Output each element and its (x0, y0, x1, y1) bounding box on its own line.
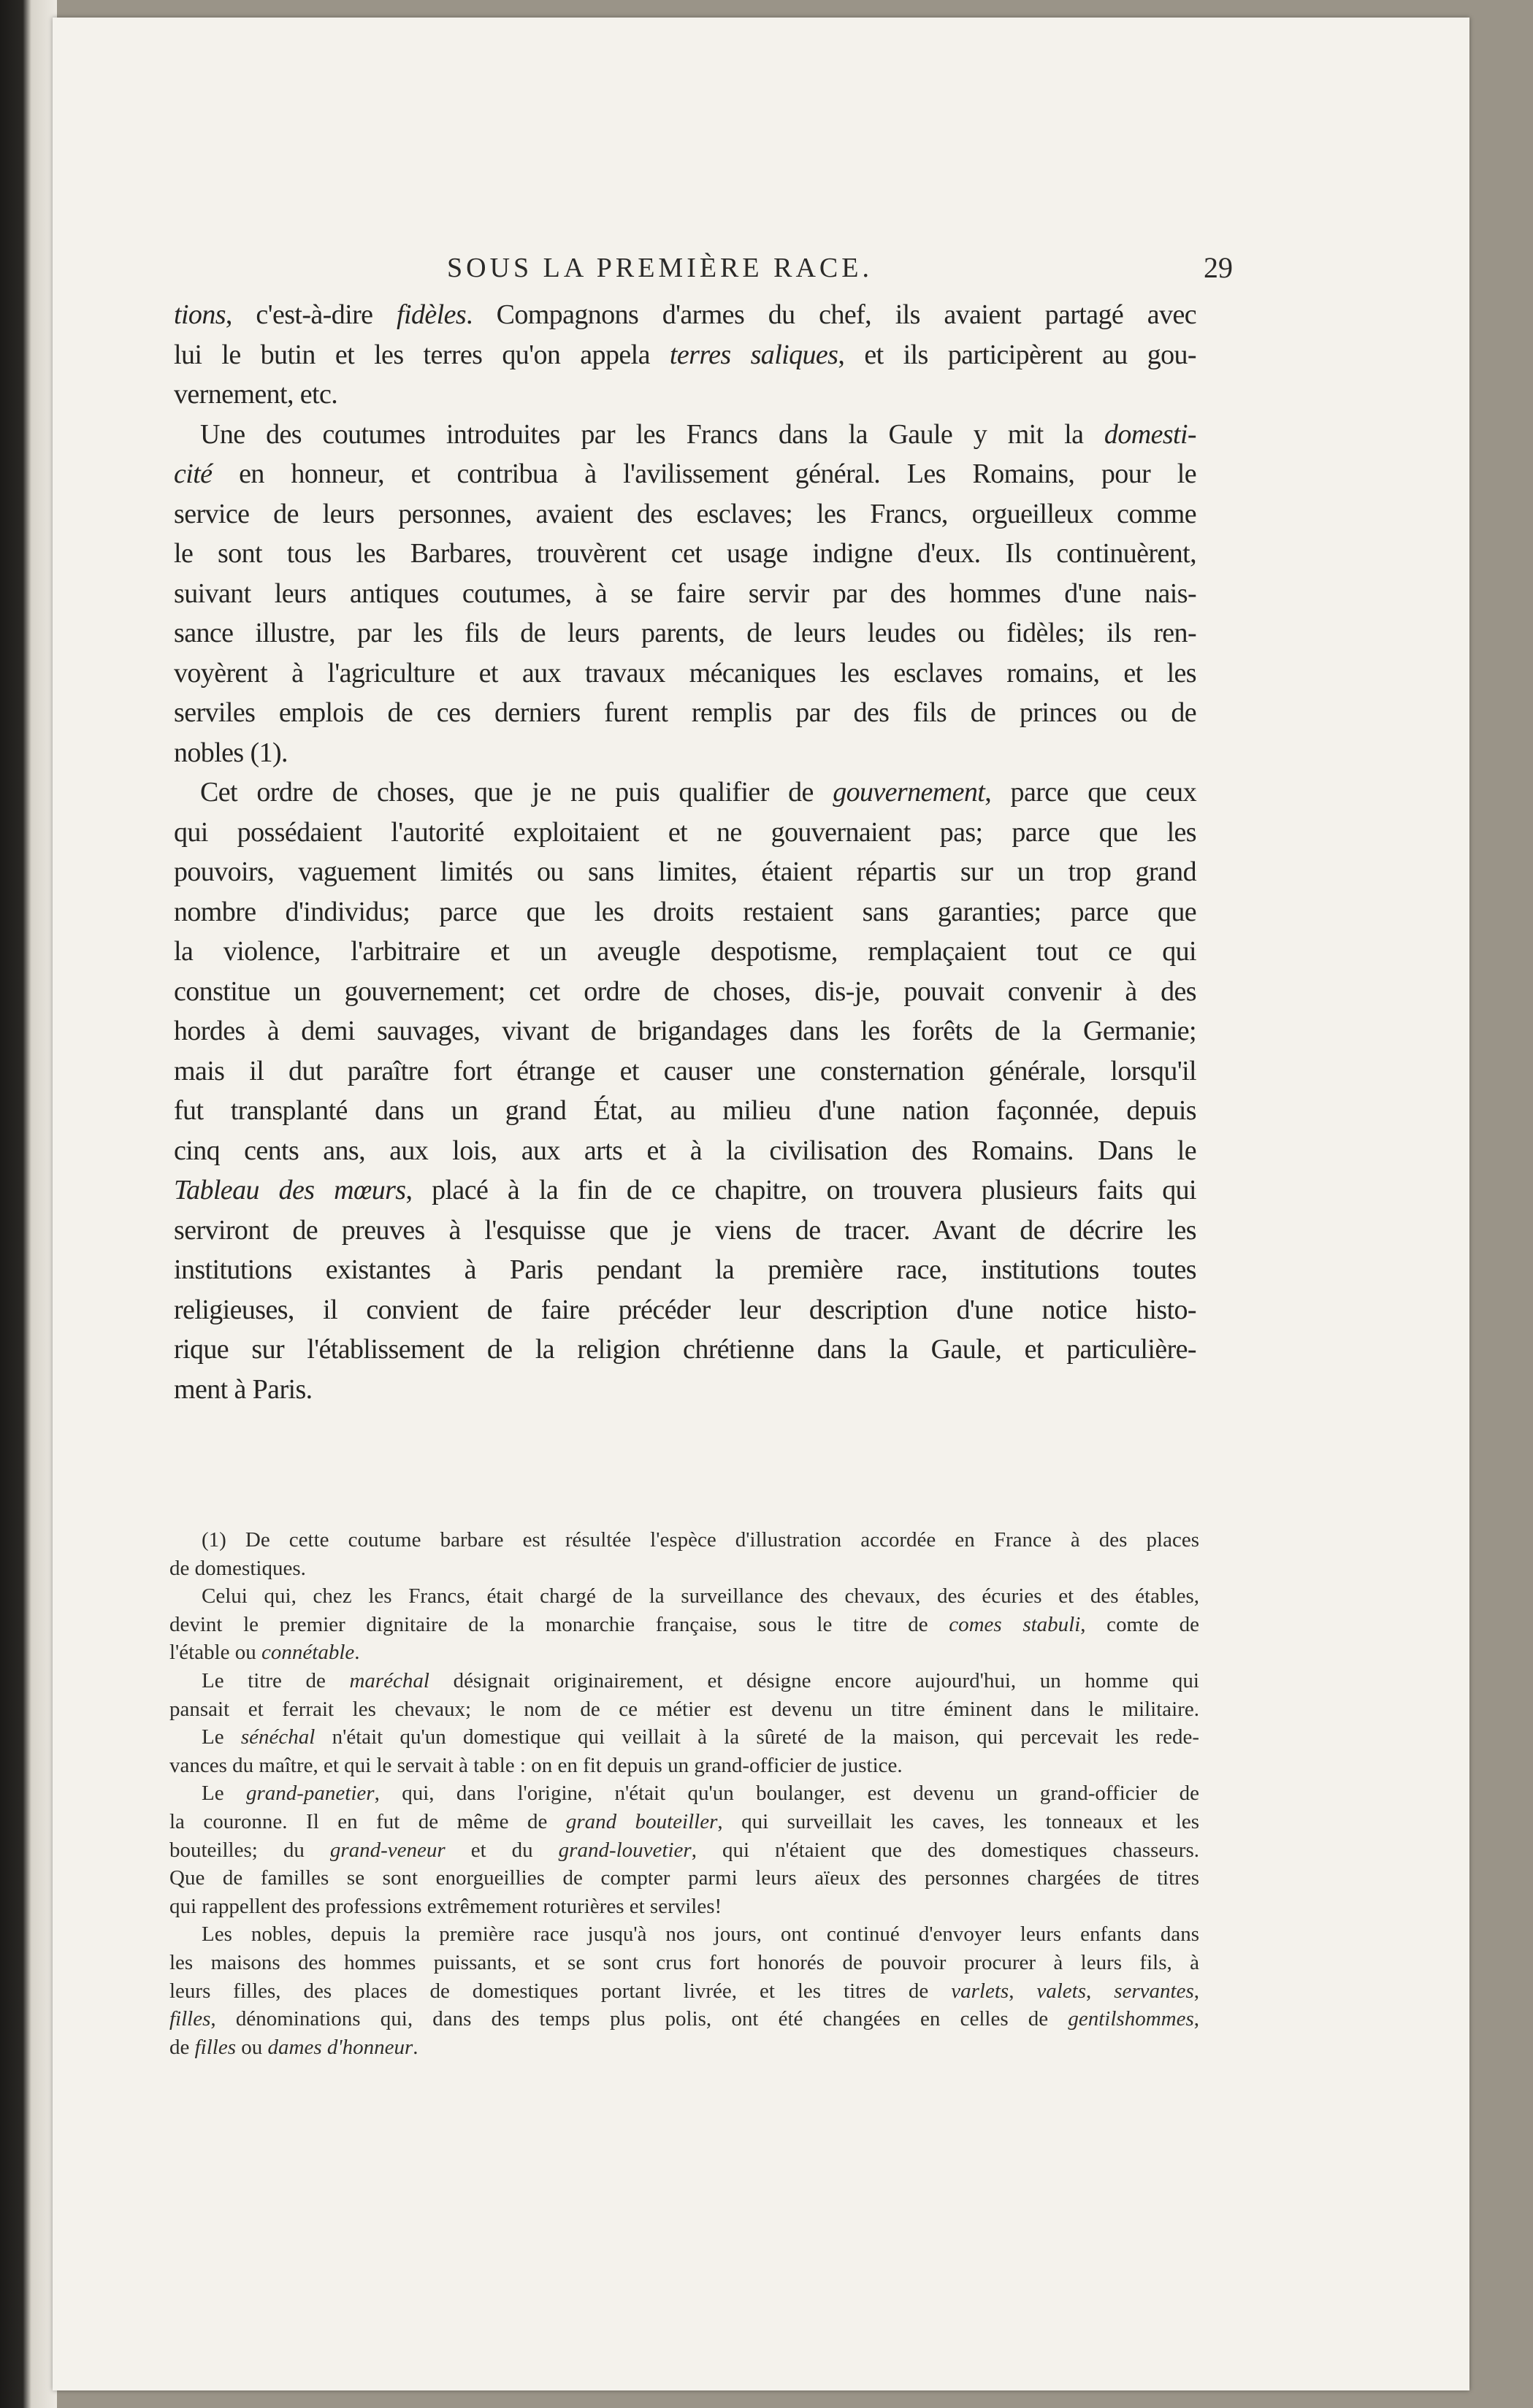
italic-text: valets (1036, 1979, 1087, 2003)
footnote-line (169, 1611, 1199, 1639)
italic-text: terres saliques (669, 339, 838, 370)
footnote-line (169, 1808, 1199, 1836)
text-run: (1) De cette coutume barbare est résultée l'espèce d'illustration accordée en France à des places (202, 1528, 1199, 1552)
text-run: serviles emplois de ces derniers furent remplis par des fils de princes ou de (174, 697, 1196, 728)
text-run: sance illustre, par les fils de leurs parents, de leurs leudes ou fidèles; ils ren- (174, 618, 1196, 648)
body-line (174, 454, 1196, 494)
body-line (174, 415, 1196, 455)
italic-text: grand-louvetier (558, 1838, 692, 1862)
text-run: Cet ordre de choses, que je ne puis qualifier de (200, 777, 833, 808)
footnote-line (169, 1893, 1199, 1921)
book-page (53, 18, 1469, 2390)
body-line (174, 653, 1196, 694)
italic-text: maréchal (349, 1668, 429, 1692)
text-run: , parce que ceux (985, 777, 1196, 808)
text-run: . (354, 1641, 360, 1665)
body-line (174, 1290, 1196, 1330)
body-line (174, 1131, 1196, 1171)
text-run: vances du maître, et qui le servait à table : on en fit depuis un grand-officier de justice. (169, 1753, 903, 1777)
text-run: . Compagnons d'armes du chef, ils avaient partagé avec (466, 299, 1196, 330)
italic-text: dames d'honneur (267, 2035, 413, 2059)
italic-text: comes stabuli (949, 1612, 1081, 1636)
footnote-line (169, 2033, 1199, 2062)
text-run: pansait et ferrait les chevaux; le nom de ce métier est devenu un titre éminent dans le militaire. (169, 1697, 1199, 1721)
footnote-line (169, 1836, 1199, 1865)
italic-text: connétable (261, 1641, 355, 1665)
text-run: constitue un gouvernement; cet ordre de choses, dis-je, pouvait convenir à des (174, 975, 1196, 1007)
text-run: fut transplanté dans un grand État, au milieu d'une nation façonnée, depuis (174, 1095, 1196, 1126)
text-run: , (1193, 2007, 1199, 2031)
body-line (174, 972, 1196, 1012)
text-run: bouteilles; du (169, 1838, 330, 1862)
text-run: serviront de preuves à l'esquisse que je viens de tracer. Avant de décrire les (174, 1214, 1196, 1246)
page-number: 29 (1204, 251, 1233, 284)
italic-text: varlets (951, 1979, 1009, 2003)
footnote-line (169, 1667, 1199, 1695)
text-run: pouvoirs, vaguement limités ou sans limites, étaient répartis sur un trop grand (174, 856, 1196, 887)
text-run: Les nobles, depuis la première race jusqu'à nos jours, ont continué d'envoyer leurs enfants dans (202, 1922, 1199, 1947)
text-run: Celui qui, chez les Francs, était chargé de la surveillance des chevaux, des écuries et des étables, (202, 1584, 1199, 1608)
text-run: nombre d'individus; parce que les droits restaient sans garanties; parce que (174, 896, 1196, 927)
text-run: . (413, 2035, 418, 2059)
body-line (174, 295, 1196, 335)
body-line (174, 494, 1196, 534)
text-run: la couronne. Il en fut de même de (169, 1809, 566, 1833)
italic-text: filles (194, 2035, 237, 2059)
text-run: , comte de (1080, 1612, 1199, 1636)
footnote-line (169, 2005, 1199, 2033)
text-run: ment à Paris. (174, 1373, 313, 1405)
body-line (174, 1330, 1196, 1370)
running-header (174, 250, 1233, 286)
text-run: désignait originairement, et désigne encore aujourd'hui, un homme qui (429, 1668, 1199, 1692)
italic-text: domesti- (1104, 418, 1196, 450)
body-line (174, 813, 1196, 853)
text-run: les maisons des hommes puissants, et se sont crus fort honorés de pouvoir procurer à leurs fils, à (169, 1950, 1199, 1974)
text-run: vernement, etc. (174, 379, 338, 410)
footnote-line (169, 1920, 1199, 1949)
page-content (169, 250, 1233, 2061)
footnote-line (169, 1582, 1199, 1611)
text-run: mais il dut paraître fort étrange et causer une consternation générale, lorsqu'il (174, 1055, 1196, 1086)
text-run: , qui n'étaient que des domestiques chasseurs. (691, 1838, 1199, 1862)
text-run: nobles (1). (174, 737, 288, 768)
text-run: suivant leurs antiques coutumes, à se faire servir par des hommes d'une nais- (174, 578, 1196, 609)
body-line (174, 574, 1196, 614)
text-run: de (169, 2035, 195, 2059)
body-line (174, 1051, 1196, 1092)
footnote-line (169, 1949, 1199, 1977)
footnote-line (169, 1723, 1199, 1752)
text-run: , et ils participèrent au gou- (838, 339, 1196, 370)
text-run: Le titre de (202, 1668, 350, 1692)
text-run: , placé à la fin de ce chapitre, on trouvera plusieurs faits qui (405, 1175, 1196, 1205)
text-run: n'était qu'un domestique qui veillait à la sûreté de la maison, qui percevait les rede- (315, 1725, 1199, 1749)
text-run: , dénominations qui, dans des temps plus polis, ont été changées en celles de (210, 2007, 1068, 2031)
body-line (174, 733, 1196, 773)
text-run: leurs filles, des places de domestiques portant livrée, et les titres de (169, 1979, 952, 2003)
body-line (174, 1211, 1196, 1251)
footnote-line (169, 1695, 1199, 1724)
text-run: le sont tous les Barbares, trouvèrent cet usage indigne d'eux. Ils continuèrent, (174, 538, 1196, 569)
body-line (174, 1250, 1196, 1290)
italic-text: servantes (1114, 1979, 1194, 2003)
body-line (174, 1170, 1196, 1211)
text-run: Une des coutumes introduites par les Francs dans la Gaule y mit la (200, 418, 1104, 450)
text-run: la violence, l'arbitraire et un aveugle despotisme, remplaçaient tout ce qui (174, 936, 1196, 967)
italic-text: filles (169, 2007, 211, 2031)
italic-text: fidèles (397, 299, 467, 330)
text-run: de domestiques. (169, 1556, 306, 1580)
text-run: lui le butin et les terres qu'on appela (174, 339, 670, 370)
italic-text: Tableau des mœurs (174, 1175, 406, 1205)
italic-text: grand-veneur (329, 1838, 446, 1862)
text-run: , (1009, 1979, 1037, 2003)
body-line (174, 613, 1196, 653)
footnote-line (169, 1526, 1199, 1554)
text-run: Le (202, 1725, 241, 1749)
text-run: cinq cents ans, aux lois, aux arts et à la civilisation des Romains. Dans le (174, 1135, 1196, 1166)
text-run: service de leurs personnes, avaient des esclaves; les Francs, orgueilleux comme (174, 498, 1196, 529)
text-run: devint le premier dignitaire de la monarchie française, sous le titre de (169, 1612, 949, 1636)
body-line (174, 375, 1196, 415)
text-run: , (1086, 1979, 1115, 2003)
body-line (174, 693, 1196, 733)
body-line (174, 534, 1196, 574)
italic-text: grand bouteiller (565, 1809, 718, 1833)
body-line (174, 1370, 1196, 1410)
text-run: rique sur l'établissement de la religion chrétienne dans la Gaule, et particulière- (174, 1334, 1196, 1365)
text-run: voyèrent à l'agriculture et aux travaux mécaniques les esclaves romains, et les (174, 657, 1196, 689)
text-run: en honneur, et contribua à l'avilissement général. Les Romains, pour le (212, 459, 1196, 489)
text-run: ou (236, 2035, 268, 2059)
adjacent-page-edge (0, 0, 57, 2408)
running-title: SOUS LA PREMIÈRE RACE. (447, 253, 873, 283)
italic-text: gentilshommes (1068, 2007, 1194, 2031)
italic-text: sénéchal (240, 1725, 316, 1749)
body-line (174, 1091, 1196, 1131)
text-run: et du (445, 1838, 559, 1862)
footnote-line (169, 1554, 1199, 1583)
footnote-line (169, 1779, 1199, 1808)
footnote-line (169, 1638, 1199, 1667)
footnote-line (169, 1977, 1199, 2006)
body-line (174, 772, 1196, 813)
body-line (174, 335, 1196, 375)
text-run: l'étable ou (169, 1641, 262, 1665)
footnote-line (169, 1864, 1199, 1893)
body-line (174, 1011, 1196, 1051)
text-run: , c'est-à-dire (225, 299, 397, 330)
text-run: hordes à demi sauvages, vivant de brigandages dans les forêts de la Germanie; (174, 1016, 1196, 1046)
body-line (174, 932, 1196, 972)
body-line (174, 892, 1196, 932)
italic-text: grand-panetier (245, 1782, 375, 1806)
text-run: , qui, dans l'origine, n'était qu'un boulanger, est devenu un grand-officier de (374, 1782, 1199, 1806)
footnotes (169, 1526, 1199, 2061)
text-run: Le (202, 1782, 246, 1806)
text-run: , (1193, 1979, 1199, 2003)
body-line (174, 852, 1196, 892)
text-run: religieuses, il convient de faire précéder leur description d'une notice histo- (174, 1294, 1196, 1325)
italic-text: gouvernement (833, 777, 985, 808)
italic-text: cité (174, 459, 213, 489)
text-run: Que de familles se sont enorgueillies de compter parmi leurs aïeux des personnes chargées de titres (169, 1866, 1199, 1890)
text-run: qui rappellent des professions extrêmement roturières et serviles! (169, 1894, 722, 1918)
footnote-line (169, 1752, 1199, 1780)
italic-text: tions (174, 299, 226, 330)
text-run: , qui surveillait les caves, les tonneaux et les (717, 1809, 1199, 1833)
text-run: institutions existantes à Paris pendant la première race, institutions toutes (174, 1254, 1196, 1285)
text-run: qui possédaient l'autorité exploitaient et ne gouvernaient pas; parce que les (174, 816, 1196, 848)
body-text (174, 295, 1196, 1409)
